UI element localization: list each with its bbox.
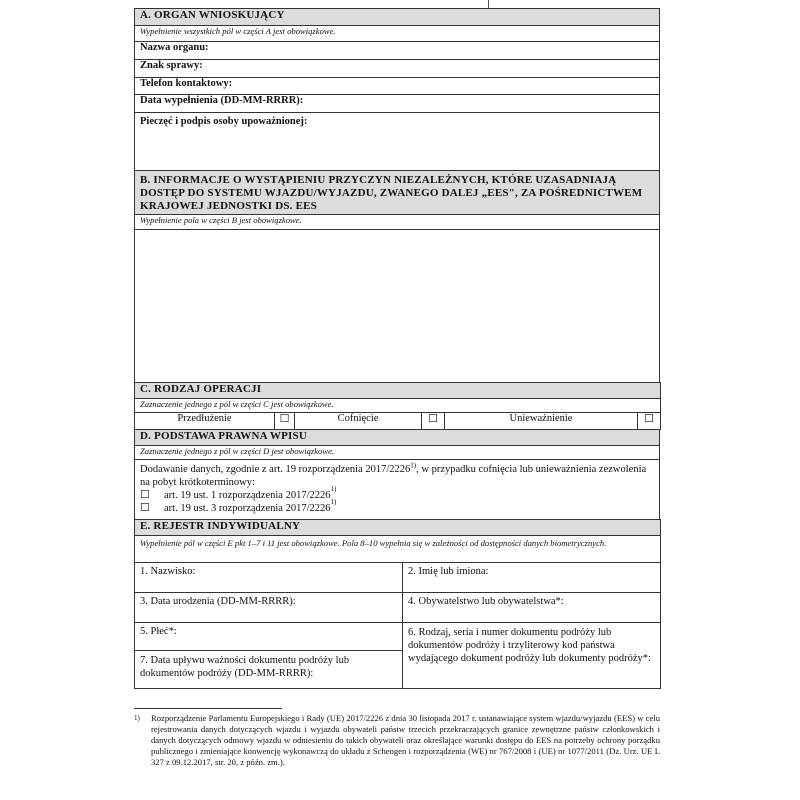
- legal-option-2[interactable]: ☐ art. 19 ust. 3 rozporządzenia 2017/2226 1): [140, 498, 337, 514]
- field-travel-document[interactable]: 6. Rodzaj, seria i numer dokumentu podróży lub dokumentów podróży i trzyliterowy kod państwa wydającego dokument podróży lub dokumenty podróży*:: [403, 623, 661, 689]
- footnote-mark: 1): [134, 714, 140, 722]
- field-surname[interactable]: 1. Nazwisko:: [135, 563, 403, 593]
- option-extension-label: Przedłużenie: [135, 413, 275, 430]
- footnote-text: Rozporządzenie Parlamentu Europejskiego i Rady (UE) 2017/2226 z dnia 30 listopada 2017 r. ustanawiające system wjazdu/wyjazdu (EES) w celu rejestrowania danych dotyczących wjazdu i wyjazdu obywateli państw trzecich przekraczających granice zewnętrzne państw członkowskich i danych dotyczących odmowy wjazdu w odniesieniu do takich obywateli oraz określające warunki dostępu do EES na potrzeby ochrony porządku publicznego i zmieniające konwencję wykonawczą do układu z Schengen i rozporządzenia (WE) nr 767/2008 i (UE) nr 1077/2011 (Dz. Urz. UE L 327 z 09.12.2017, str. 20, z późn. zm.).: [151, 713, 660, 767]
- section-c-header: C. RODZAJ OPERACJI: [135, 383, 661, 399]
- section-d-header: D. PODSTAWA PRAWNA WPISU: [135, 430, 660, 446]
- section-b-note: Wypełnienie pola w części B jest obowiązkowe.: [135, 215, 660, 230]
- section-d-note: Zaznaczenie jednego z pól w części D jest obowiązkowe.: [135, 446, 660, 460]
- field-stamp-signature[interactable]: Pieczęć i podpis osoby upoważnionej:: [135, 113, 660, 171]
- section-e-note: Wypełnienie pól w części E pkt 1–7 i 11 jest obowiązkowe. Pola 8–10 wypełnia się w zależności od dostępności danych biometrycznych.: [135, 536, 661, 563]
- application-form: [134, 8, 660, 689]
- field-contact-phone[interactable]: Telefon kontaktowy:: [135, 78, 660, 95]
- legal-option-1-checkbox[interactable]: ☐: [140, 489, 150, 501]
- field-case-number[interactable]: Znak sprawy:: [135, 60, 660, 78]
- section-e: [134, 519, 661, 689]
- section-c-note: Zaznaczenie jednego z pól w części C jest obowiązkowe.: [135, 399, 661, 413]
- option-annulment-checkbox[interactable]: ☐: [638, 413, 661, 430]
- section-b-header: B. INFORMACJE O WYSTĄPIENIU PRZYCZYN NIEZALEŻNYCH, KTÓRE UZASADNIAJĄ DOSTĘP DO SYSTEMU WJAZDU/WYJAZDU, ZWANEGO DALEJ „EES", ZA POŚREDNICTWEM KRAJOWEJ JEDNOSTKI DS. EES: [135, 171, 660, 215]
- field-sex[interactable]: 5. Płeć*:: [135, 623, 403, 651]
- field-first-names[interactable]: 2. Imię lub imiona:: [403, 563, 661, 593]
- footnote-divider: [134, 708, 282, 709]
- section-b: [134, 170, 660, 383]
- section-a: [134, 8, 660, 171]
- legal-option-2-label: art. 19 ust. 3 rozporządzenia 2017/2226: [164, 503, 331, 514]
- option-withdrawal-label: Cofnięcie: [295, 413, 422, 430]
- section-d-body: [135, 460, 660, 520]
- option-withdrawal-checkbox[interactable]: ☐: [422, 413, 445, 430]
- option-annulment-label: Unieważnienie: [445, 413, 638, 430]
- footnote: [134, 713, 660, 768]
- section-c: [134, 382, 661, 430]
- field-citizenship[interactable]: 4. Obywatelstwo lub obywatelstwa*:: [403, 593, 661, 623]
- section-a-header: A. ORGAN WNIOSKUJĄCY: [135, 9, 660, 26]
- legal-option-1-label: art. 19 ust. 1 rozporządzenia 2017/2226: [164, 490, 331, 501]
- field-document-expiry[interactable]: 7. Data upływu ważności dokumentu podróży lub dokumentów podróży (DD-MM-RRRR):: [135, 651, 403, 689]
- section-a-note: Wypełnienie wszystkich pól w części A jest obowiązkowe.: [135, 26, 660, 42]
- section-d: [134, 429, 660, 520]
- section-e-header: E. REJESTR INDYWIDUALNY: [135, 520, 661, 536]
- legal-option-2-checkbox[interactable]: ☐: [140, 502, 150, 514]
- section-b-textarea[interactable]: [135, 230, 660, 383]
- legal-option-1[interactable]: ☐ art. 19 ust. 1 rozporządzenia 2017/2226 1): [140, 485, 337, 501]
- footnote-ref: 1): [410, 461, 417, 470]
- field-organ-name[interactable]: Nazwa organu:: [135, 42, 660, 60]
- field-fill-date[interactable]: Data wypełnienia (DD-MM-RRRR):: [135, 95, 660, 113]
- legal-basis-text: Dodawanie danych, zgodnie z art. 19 rozporządzenia 2017/2226$^{1)}$, w przypadku cofnięcia lub unieważnienia zezwolenia na pobyt krótkoterminowy:: [140, 461, 647, 488]
- option-extension-checkbox[interactable]: ☐: [275, 413, 295, 430]
- field-birth-date[interactable]: 3. Data urodzenia (DD-MM-RRRR):: [135, 593, 403, 623]
